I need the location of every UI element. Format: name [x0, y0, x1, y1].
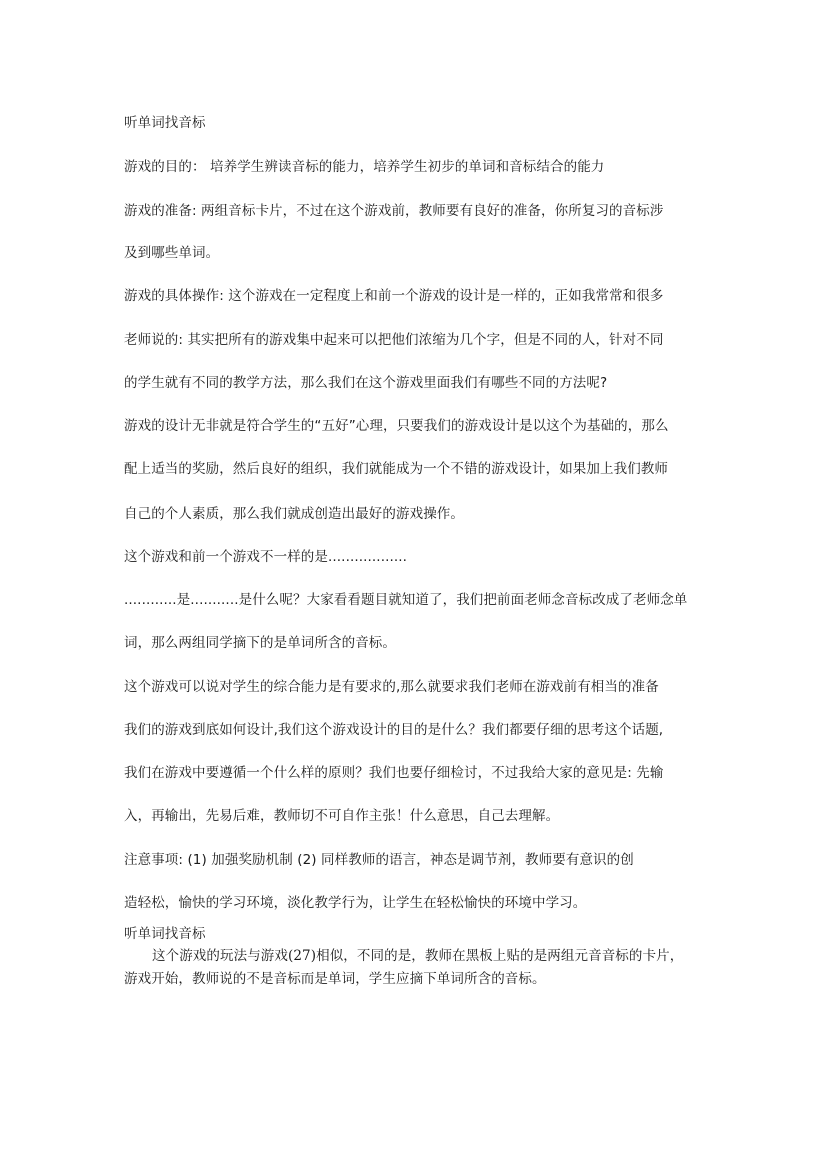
difference-line-1: 这个游戏和前一个游戏不一样的是..................: [124, 549, 408, 565]
requirement-line-3: 我们在游戏中要遵循一个什么样的原则？我们也要仔细检讨，不过我给大家的意见是: 先输: [124, 765, 664, 781]
section-title: 听单词找音标: [124, 926, 206, 942]
design-line-3: 自己的个人素质，那么我们就成创造出最好的游戏操作。: [124, 506, 464, 522]
difference-line-2: ............是...........是什么呢？大家看看题目就知道了，我们把前面老师念音标改成了老师念单: [124, 592, 688, 608]
prep-line-1: 游戏的准备: 两组音标卡片，不过在这个游戏前，教师要有良好的准备，你所复习的音标涉: [124, 203, 664, 219]
design-line-1: 游戏的设计无非就是符合学生的“五好”心理，只要我们的游戏设计是以这个为基础的，那么: [124, 418, 669, 434]
doc-title: 听单词找音标: [124, 115, 206, 131]
notes-line-2: 造轻松，愉快的学习环境，淡化教学行为，让学生在轻松愉快的环境中学习。: [124, 895, 587, 911]
body-line-1: 这个游戏的玩法与游戏(27)相似，不同的是，教师在黑板上贴的是两组元音音标的卡片，: [152, 948, 684, 964]
notes-line-1: 注意事项: (1) 加强奖励机制 (2) 同样教师的语言，神态是调节剂，教师要有意识的创: [124, 852, 634, 868]
operation-line-1: 游戏的具体操作: 这个游戏在一定程度上和前一个游戏的设计是一样的，正如我常常和很多: [124, 288, 664, 304]
operation-line-2: 老师说的: 其实把所有的游戏集中起来可以把他们浓缩为几个字，但是不同的人，针对不同: [124, 332, 664, 348]
operation-line-3: 的学生就有不同的教学方法，那么我们在这个游戏里面我们有哪些不同的方法呢?: [124, 375, 608, 391]
body-line-2: 游戏开始，教师说的不是音标而是单词，学生应摘下单词所含的音标。: [124, 971, 546, 987]
requirement-line-2: 我们的游戏到底如何设计,我们这个游戏设计的目的是什么？我们都要仔细的思考这个话题,: [124, 722, 664, 738]
requirement-line-4: 入，再输出，先易后难，教师切不可自作主张！什么意思，自己去理解。: [124, 808, 560, 824]
design-line-2: 配上适当的奖励，然后良好的组织，我们就能成为一个不错的游戏设计，如果加上我们教师: [124, 461, 668, 477]
requirement-line-1: 这个游戏可以说对学生的综合能力是有要求的,那么就要求我们老师在游戏前有相当的准备: [124, 679, 659, 695]
purpose-line: 游戏的目的： 培养学生辨读音标的能力，培养学生初步的单词和音标结合的能力: [124, 159, 605, 175]
prep-line-2: 及到哪些单词。: [124, 245, 220, 261]
difference-line-3: 词，那么两组同学摘下的是单词所含的音标。: [124, 635, 396, 651]
